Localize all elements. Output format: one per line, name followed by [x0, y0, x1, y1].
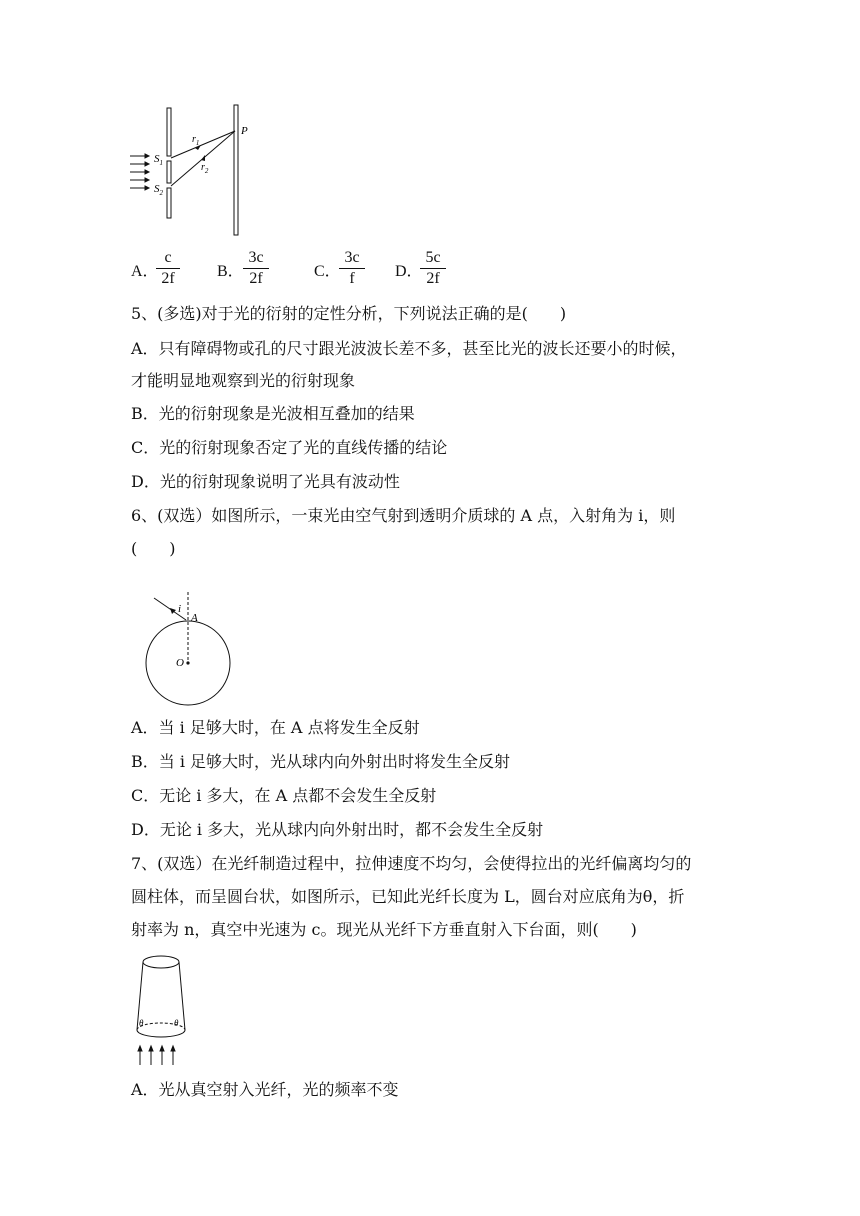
- q5-option-b: B．光的衍射现象是光波相互叠加的结果: [131, 404, 415, 423]
- q4-option-d-numerator: 5c: [425, 249, 441, 266]
- double-slit-figure: [125, 100, 265, 240]
- label-s1: $S_1$: [154, 153, 163, 167]
- q5-option-a-cont: 才能明显地观察到光的衍射现象: [131, 371, 356, 390]
- q6-option-c: C．无论 i 多大，在 A 点都不会发生全反射: [131, 786, 437, 805]
- q4-option-a-fraction: [156, 249, 180, 288]
- q6-stem: 6、(双选）如图所示，一束光由空气射到透明介质球的 A 点，入射角为 i，则: [131, 506, 676, 525]
- q4-option-b-fraction: [243, 249, 269, 288]
- q5-option-d: D．光的衍射现象说明了光具有波动性: [131, 472, 400, 491]
- label-s2: $S_2$: [154, 183, 163, 197]
- q4-option-d-denominator: 2f: [426, 270, 440, 287]
- q5-stem: 5、(多选)对于光的衍射的定性分析，下列说法正确的是( ): [131, 304, 567, 323]
- label-p: P: [241, 125, 248, 137]
- q4-option-b-numerator: 3c: [248, 249, 264, 266]
- label-a: A: [191, 612, 198, 624]
- label-r2: $r_2$: [201, 162, 209, 175]
- q4-option-b-label: B．: [217, 263, 244, 280]
- q5-option-c: C．光的衍射现象否定了光的直线传播的结论: [131, 438, 448, 457]
- q6-option-a: A．当 i 足够大时，在 A 点将发生全反射: [131, 718, 420, 737]
- q6-stem-cont: ( ): [131, 539, 176, 558]
- q4-option-c-denominator: f: [349, 270, 355, 287]
- q6-option-d: D．无论 i 多大，光从球内向外射出时，都不会发生全反射: [131, 820, 544, 839]
- q4-option-c-label: C．: [314, 263, 341, 280]
- q7-stem-cont1: 圆柱体，而呈圆台状，如图所示，已知此光纤长度为 L，圆台对应底角为θ，折: [131, 887, 685, 906]
- q4-option-a-denominator: 2f: [161, 270, 175, 287]
- q4-option-a-label: A．: [131, 263, 159, 280]
- q6-option-b: B．当 i 足够大时，光从球内向外射出时将发生全反射: [131, 752, 511, 771]
- q4-option-d-fraction: [420, 249, 446, 288]
- label-r1: $r_1$: [192, 134, 200, 147]
- q4-option-d-label: D．: [395, 263, 423, 280]
- q4-option-a-numerator: c: [164, 249, 172, 266]
- q7-stem: 7、(双选）在光纤制造过程中，拉伸速度不均匀，会使得拉出的光纤偏离均匀的: [131, 854, 692, 873]
- q7-stem-cont2: 射率为 n，真空中光速为 c。现光从光纤下方垂直射入下台面，则( ): [131, 920, 637, 939]
- q4-option-c-numerator: 3c: [344, 249, 360, 266]
- fiber-frustum-figure: [128, 950, 198, 1070]
- label-theta-right: θ: [174, 1018, 179, 1028]
- label-theta-left: θ: [139, 1018, 144, 1028]
- q7-option-a: A．光从真空射入光纤，光的频率不变: [131, 1080, 399, 1099]
- q5-option-a: A．只有障碍物或孔的尺寸跟光波波长差不多，甚至比光的波长还要小的时候，: [131, 339, 687, 358]
- q4-option-b-denominator: 2f: [249, 270, 263, 287]
- sphere-figure: [140, 588, 240, 710]
- label-o: O: [176, 657, 184, 669]
- label-i: i: [178, 603, 182, 615]
- q4-option-c-fraction: [339, 249, 365, 288]
